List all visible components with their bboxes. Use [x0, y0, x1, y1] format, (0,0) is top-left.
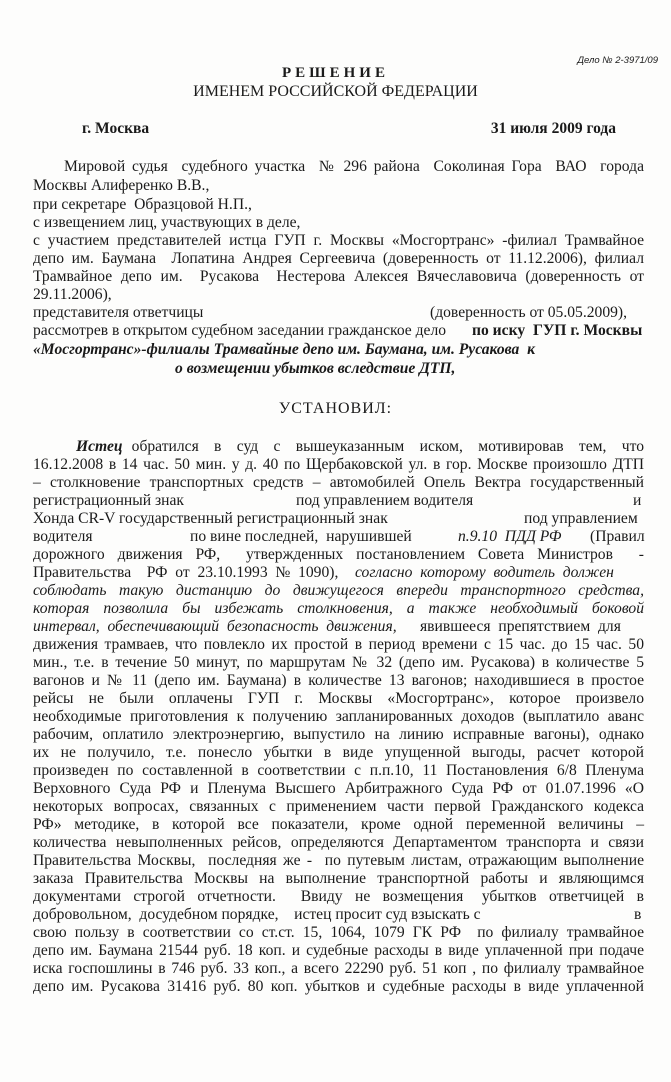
body-line: в — [634, 906, 642, 923]
body-line: добровольном, досудебном порядке, истец просит суд взыскать с — [33, 906, 481, 923]
intro-line: «Мосгортранс»-филиалы Трамвайные депо им. Баумана, им. Русакова к — [33, 341, 535, 358]
body-line: регистрационный знак — [33, 492, 185, 509]
body-line: Правительства РФ от 23.10.1993 № 1090), — [33, 564, 339, 581]
body-line: Хонда CR-V государственный регистрационный знак — [33, 510, 388, 527]
body-line: явившееся препятствием для — [420, 618, 621, 635]
document-subtitle: ИМЕНЕМ РОССИЙСКОЙ ФЕДЕРАЦИИ — [193, 83, 478, 100]
intro-line: 29.11.2006), — [33, 286, 112, 303]
section-heading: УСТАНОВИЛ: — [278, 400, 393, 417]
intro-line: представителя ответчицы — [33, 304, 204, 321]
body-line: необходимые приготовления к получению запланированных доходов (выплатило аванс — [33, 708, 644, 725]
body-line: иска госпошлины в 746 руб. 33 коп., а всего 22290 руб. 51 коп , по филиалу трамвайное — [33, 960, 644, 977]
city: г. Москва — [82, 120, 150, 137]
body-line: депо им. Баумана 21544 руб. 18 коп. и судебные расходы в виде уплаченной при подаче — [33, 942, 644, 959]
document-title: РЕШЕНИЕ — [282, 65, 389, 81]
body-line: произведен по составленной в соответствии с п.п.10, 11 Постановления 6/8 Пленума — [33, 762, 644, 779]
intro-line: рассмотрев в открытом судебном заседании гражданское дело — [33, 322, 447, 339]
body-line: интервал, обеспечивающий безопасность движения, — [33, 618, 397, 635]
body-line: свою пользу в соответствии со ст.ст. 15, 1064, 1079 ГК РФ по филиалу трамвайное — [33, 924, 644, 941]
body-line: обратился в суд с вышеуказанным иском, мотивировав тем, что — [124, 438, 644, 455]
intro-line: (доверенность от 05.05.2009), — [430, 304, 628, 321]
body-line: дорожного движения РФ, утвержденных постановлением Совета Министров - — [33, 546, 644, 563]
body-line: документами строгой отчетности. Ввиду не возмещения убытков ответчицей в — [33, 888, 644, 905]
body-line: количества невыполненных рейсов, определяются Департаментом транспорта и связи — [33, 834, 644, 851]
body-line: депо им. Русакова 31416 руб. 80 коп. убытков и судебные расходы в виде уплаченной — [33, 978, 644, 995]
intro-line: о возмещении убытков вследствие ДТП, — [175, 360, 456, 377]
body-line: вагонов и № 11 (депо им. Баумана) в количестве 13 вагонов; находившиеся в простое — [33, 672, 644, 689]
body-line: движения трамваев, что повлекло их простой в период времени с 15 час. до 15 час. 50 — [33, 636, 644, 653]
body-line: мин., т.е. в течение 50 минут, по маршрутам № 32 (депо им. Русакова) в количестве 5 — [33, 654, 644, 671]
body-line: Правительства Москвы, последняя же - по путевым листам, отражающим выполнение — [33, 852, 644, 869]
body-line: которая позволила бы избежать столкновения, а также необходимый боковой — [33, 600, 644, 617]
body-line: Верховного Суда РФ и Пленума Высшего Арбитражного Суда РФ от 01.07.1996 «О — [33, 780, 644, 797]
intro-line: депо им. Баумана Лопатина Андрея Сергеевича (доверенность от 11.12.2006), филиал — [33, 250, 644, 267]
body-line: их не получило, т.е. понесло убытки в виде упущенной выгоды, расчет которой — [33, 744, 644, 761]
intro-line: Трамвайное депо им. Русакова Нестерова Алексея Вячеславовича (доверенность от — [33, 268, 644, 285]
body-line: под управлением водителя — [296, 492, 474, 509]
intro-line: с участием представителей истца ГУП г. Москвы «Мосгортранс» -филиал Трамвайное — [33, 232, 644, 249]
intro-line: по иску ГУП г. Москвы — [472, 322, 643, 339]
body-line: РФ» методике, в которой все показатели, кроме одной переменной величины – — [33, 816, 644, 833]
body-line: (Правил — [590, 528, 645, 545]
body-line: и — [633, 492, 642, 509]
body-line: 16.12.2008 в 14 час. 50 мин. у д. 40 по Щербаковской ул. в гор. Москве произошло ДТП — [33, 456, 644, 473]
body-line: под управлением — [524, 510, 638, 527]
body-line: согласно которому водитель должен — [355, 564, 614, 581]
body-line: рабочим, оплатило электроэнергию, выпустило на линию исправные вагоны), однако — [33, 726, 644, 743]
intro-line: Москвы Алиференко В.В., — [33, 177, 210, 194]
body-line: Истец — [76, 438, 123, 455]
intro-line: при секретаре Образцовой Н.П., — [33, 196, 252, 213]
body-line: соблюдать такую дистанцию до движущегося впереди транспортного средства, — [33, 582, 644, 599]
body-line: водителя — [33, 528, 93, 545]
body-line: п.9.10 ПДД РФ — [458, 528, 562, 545]
document-date: 31 июля 2009 года — [490, 120, 616, 137]
intro-line: Мировой судья судебного участка № 296 района Соколиная Гора ВАО города — [64, 158, 644, 175]
body-line: – столкновение транспортных средств – автомобилей Опель Вектра государственный — [33, 474, 644, 491]
body-line: рейсы не были оплачены ГУП г. Москвы «Мосгортранс», которое произвело — [33, 690, 644, 707]
body-line: заказа Правительства Москвы на выполнение транспортной работы и являющимся — [33, 870, 644, 887]
case-number: Дело № 2-3971/09 — [577, 55, 658, 66]
body-line: по вине последней, нарушившей — [190, 528, 412, 545]
intro-line: с извещением лиц, участвующих в деле, — [33, 214, 301, 231]
body-line: некоторых вопросах, связанных с применением части первой Гражданского кодекса — [33, 798, 644, 815]
